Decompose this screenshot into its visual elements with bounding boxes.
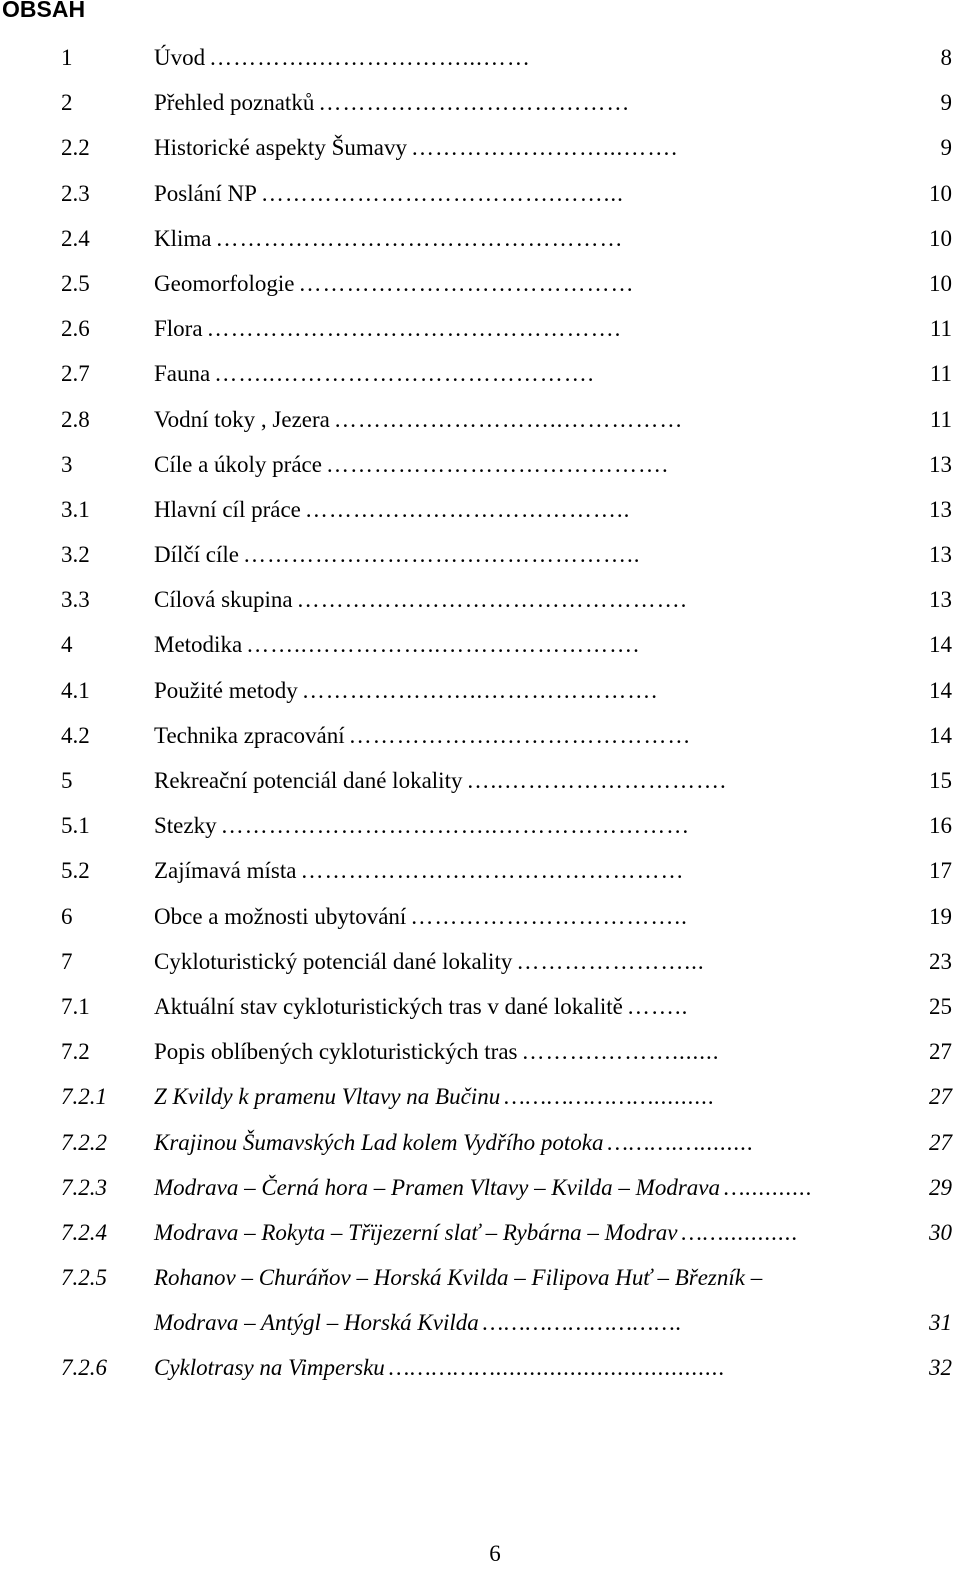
page-title: OBSAH: [2, 0, 86, 22]
toc-page-number: 13: [929, 587, 952, 613]
toc-section-number: 2.3: [61, 180, 90, 206]
toc-page-number: 11: [929, 316, 952, 342]
toc-entry: [154, 125, 952, 170]
toc-section-number: 7.2.3: [61, 1174, 107, 1200]
toc-dot-leader: ………………………………………….: [296, 587, 688, 613]
toc-dot-leader: …………………………………………: [300, 858, 685, 884]
toc-dot-leader: ……………………………….……...: [260, 180, 624, 206]
toc-entry: [154, 261, 952, 306]
toc-row[interactable]: [0, 80, 960, 125]
toc-section-number: 3.2: [61, 542, 90, 568]
toc-section-number: 7.2.6: [61, 1355, 107, 1381]
toc-page-number: 25: [929, 993, 952, 1019]
toc-entry-label: Přehled poznatků: [154, 90, 315, 116]
toc-section-number: 7.1: [61, 993, 90, 1019]
toc-dot-leader: …..........: [723, 1174, 813, 1200]
toc-entry-label: Fauna: [154, 361, 211, 387]
toc-page-number: 16: [929, 813, 952, 839]
toc-entry: [154, 713, 952, 758]
toc-entry: [154, 848, 952, 893]
toc-entry-label: Úvod: [154, 45, 206, 70]
toc-row[interactable]: [0, 397, 960, 442]
toc-dot-leader: ……..………………………………….: [214, 361, 595, 387]
toc-dot-leader: ……………………………………: [298, 270, 635, 296]
toc-page-number: 10: [929, 180, 952, 206]
toc-entry: [154, 1210, 952, 1255]
toc-entry-label: Rekreační potenciál dané lokality: [154, 768, 463, 793]
toc-dot-leader: ……..……………..…………………….: [246, 632, 640, 658]
toc-entry-label: Historické aspekty Šumavy: [154, 135, 407, 161]
toc-entry-label: Modrava – Rokyta – Třïjezerní slať – Rybárna – Modrav: [154, 1219, 678, 1245]
toc-entry: [154, 622, 952, 667]
toc-page-number: 9: [940, 135, 952, 161]
toc-entry: [154, 35, 952, 80]
toc-dot-leader: ……………….……………………: [348, 722, 692, 748]
toc-entry-label: Zajímavá místa: [154, 858, 297, 884]
toc-section-number: 7: [61, 948, 73, 974]
toc-entry-label: Krajinou Šumavských Lad kolem Vydřího potoka: [154, 1129, 604, 1155]
toc-row[interactable]: [0, 171, 960, 216]
toc-entry: [154, 1255, 952, 1300]
toc-row[interactable]: [0, 848, 960, 893]
toc-section-number: 3: [61, 451, 73, 477]
toc-dot-leader: …………………………………….: [325, 451, 669, 477]
toc-entry: [154, 171, 952, 216]
toc-entry: [154, 1300, 952, 1345]
toc-page-number: 29: [929, 1174, 952, 1200]
toc-page-number: 13: [929, 542, 952, 568]
toc-entry: [154, 668, 952, 713]
toc-entry: [154, 758, 952, 803]
toc-entry: [154, 984, 952, 1029]
toc-dot-leader: …..……………………….: [466, 768, 727, 793]
toc-section-number: 4: [61, 632, 73, 658]
toc-section-number: 2.6: [61, 316, 90, 342]
toc-entry: [154, 1029, 952, 1074]
toc-entry: [154, 894, 952, 939]
toc-dot-leader: ……………..................................: [388, 1355, 726, 1381]
toc-dot-leader: …………………………………..: [304, 496, 631, 522]
toc-page-number: 27: [929, 1039, 952, 1065]
toc-dot-leader: ……………………...…….: [410, 135, 678, 161]
toc-row[interactable]: [0, 125, 960, 170]
toc-dot-leader: ……………………………..……………………: [220, 813, 691, 839]
toc-entry-label: Obce a možnosti ubytování: [154, 903, 407, 929]
toc-row[interactable]: [0, 1120, 960, 1165]
toc-entry-label: Stezky: [154, 813, 217, 839]
toc-dot-leader: ……...........: [681, 1219, 799, 1245]
toc-page-number: 13: [929, 496, 952, 522]
toc-page-number: 15: [929, 768, 952, 793]
toc-row[interactable]: [0, 803, 960, 848]
toc-dot-leader: ………………….........: [504, 1084, 716, 1110]
toc-section-number: 7.2: [61, 1039, 90, 1065]
toc-dot-leader: …………………………………: [318, 90, 631, 116]
toc-dot-leader: ……………………….: [482, 1310, 683, 1336]
toc-entry: [154, 487, 952, 532]
toc-entry-label: Z Kvildy k pramenu Vltavy na Bučinu: [154, 1084, 501, 1110]
toc-row[interactable]: [0, 622, 960, 667]
toc-entry: [154, 306, 952, 351]
toc-section-number: 7.2.5: [61, 1265, 107, 1291]
toc-entry: [154, 351, 952, 396]
toc-dot-leader: ……………………………………………: [215, 225, 624, 251]
toc-row[interactable]: [0, 306, 960, 351]
toc-page-number: 17: [929, 858, 952, 884]
toc-entry: [154, 442, 952, 487]
toc-entry-label: Použité metody: [154, 677, 298, 703]
toc-section-number: 3.1: [61, 496, 90, 522]
toc-page-number: 32: [929, 1355, 952, 1381]
toc-page-number: 27: [929, 1084, 952, 1110]
toc-row[interactable]: [0, 216, 960, 261]
toc-section-number: 7.2.1: [61, 1084, 107, 1110]
toc-row[interactable]: [0, 1210, 960, 1255]
toc-entry-label: Klima: [154, 225, 212, 251]
toc-section-number: 1: [61, 45, 73, 70]
toc-section-number: 5.2: [61, 858, 90, 884]
toc-entry-label: Flora: [154, 316, 203, 342]
toc-section-number: 5: [61, 768, 73, 793]
toc-row[interactable]: [0, 758, 960, 803]
toc-page-number: 10: [929, 270, 952, 296]
toc-page-number: 9: [940, 90, 952, 116]
toc-row[interactable]: [0, 35, 960, 80]
toc-section-number: 4.2: [61, 722, 90, 748]
toc-page-number: 11: [929, 361, 952, 387]
toc-entry: [154, 939, 952, 984]
toc-section-number: 2.5: [61, 270, 90, 296]
toc-entry-label: Popis oblíbených cykloturistických tras: [154, 1039, 518, 1065]
toc-section-number: 7.2.4: [61, 1219, 107, 1245]
toc-row[interactable]: [0, 713, 960, 758]
toc-row[interactable]: [0, 1300, 960, 1345]
toc-entry: [154, 532, 952, 577]
toc-entry-label: Aktuální stav cykloturistických tras v dané lokalitě: [154, 993, 623, 1019]
toc-entry-label: Dílčí cíle: [154, 542, 239, 568]
toc-page-number: 31: [929, 1310, 952, 1336]
toc-page-number: 19: [929, 903, 952, 929]
toc-dot-leader: …………………………………………..: [242, 542, 641, 568]
toc-entry-label: Geomorfologie: [154, 270, 295, 296]
toc-dot-leader: ………………………..……………: [333, 406, 684, 432]
toc-entry: [154, 577, 952, 622]
toc-row[interactable]: [0, 532, 960, 577]
toc-page-number: 10: [929, 225, 952, 251]
toc-row[interactable]: [0, 1165, 960, 1210]
toc-page-number: 11: [929, 406, 952, 432]
toc-section-number: 2: [61, 90, 73, 116]
toc-row[interactable]: [0, 442, 960, 487]
toc-page-number: 13: [929, 451, 952, 477]
toc-page-number: 23: [929, 948, 952, 974]
toc-entry: [154, 803, 952, 848]
toc-page-number: 14: [929, 722, 952, 748]
toc-dot-leader: ……………………………..: [410, 903, 688, 929]
toc-dot-leader: ……….…........: [607, 1129, 755, 1155]
toc-row[interactable]: [0, 351, 960, 396]
toc-entry-label: Modrava – Černá hora – Pramen Vltavy – Kvilda – Modrava: [154, 1174, 720, 1200]
toc-page-number: 14: [929, 632, 952, 658]
toc-section-number: 5.1: [61, 813, 90, 839]
toc-dot-leader: …………………………………………….: [206, 316, 622, 342]
toc-dot-leader: ……..: [626, 993, 689, 1019]
toc-entry-label: Poslání NP: [154, 180, 257, 206]
toc-page-number: 27: [929, 1129, 952, 1155]
toc-entry-label: Technika zpracování: [154, 722, 345, 748]
toc-entry-label: Cílová skupina: [154, 587, 293, 613]
toc-entry: [154, 1120, 952, 1165]
toc-entry: [154, 397, 952, 442]
toc-page-number: 14: [929, 677, 952, 703]
toc-page-number: 30: [929, 1219, 952, 1245]
toc-row[interactable]: [0, 577, 960, 622]
toc-section-number: 2.7: [61, 361, 90, 387]
toc-entry-label: Hlavní cíl práce: [154, 496, 301, 522]
toc-row[interactable]: [0, 1029, 960, 1074]
table-of-contents: [0, 35, 960, 1391]
toc-section-number: 2.2: [61, 135, 90, 161]
toc-row[interactable]: [0, 1074, 960, 1119]
toc-entry-label: Modrava – Antýgl – Horská Kvilda: [154, 1310, 479, 1336]
toc-page-number: 8: [940, 45, 952, 70]
toc-entry: [154, 1165, 952, 1210]
toc-entry-label: Cykloturistický potenciál dané lokality: [154, 948, 513, 974]
toc-dot-leader: …………………..………………….: [301, 677, 658, 703]
toc-entry-label: Cíle a úkoly práce: [154, 451, 322, 477]
toc-entry: [154, 216, 952, 261]
toc-dot-leader: …………………...: [516, 948, 705, 974]
toc-row[interactable]: [0, 1255, 960, 1300]
toc-row[interactable]: [0, 261, 960, 306]
toc-entry-label: Metodika: [154, 632, 243, 658]
toc-row[interactable]: [0, 668, 960, 713]
toc-dot-leader: ……….……….......: [521, 1039, 720, 1065]
toc-row[interactable]: [0, 1345, 960, 1390]
toc-entry-label: Vodní toky , Jezera: [154, 406, 330, 432]
toc-dot-leader: …………..………………...……: [209, 45, 531, 70]
toc-row[interactable]: [0, 984, 960, 1029]
toc-section-number: 6: [61, 903, 73, 929]
toc-section-number: 7.2.2: [61, 1129, 107, 1155]
toc-section-number: 4.1: [61, 677, 90, 703]
toc-entry: [154, 80, 952, 125]
toc-row[interactable]: [0, 487, 960, 532]
toc-row[interactable]: [0, 939, 960, 984]
toc-entry: [154, 1074, 952, 1119]
toc-section-number: 2.4: [61, 225, 90, 251]
toc-entry-label: Rohanov – Churáňov – Horská Kvilda – Filipova Huť – Březník –: [154, 1265, 763, 1291]
toc-entry: [154, 1345, 952, 1390]
toc-entry-label: Cyklotrasy na Vimpersku: [154, 1355, 385, 1381]
page-number: 6: [489, 1541, 501, 1566]
toc-row[interactable]: [0, 894, 960, 939]
toc-section-number: 2.8: [61, 406, 90, 432]
toc-section-number: 3.3: [61, 587, 90, 613]
